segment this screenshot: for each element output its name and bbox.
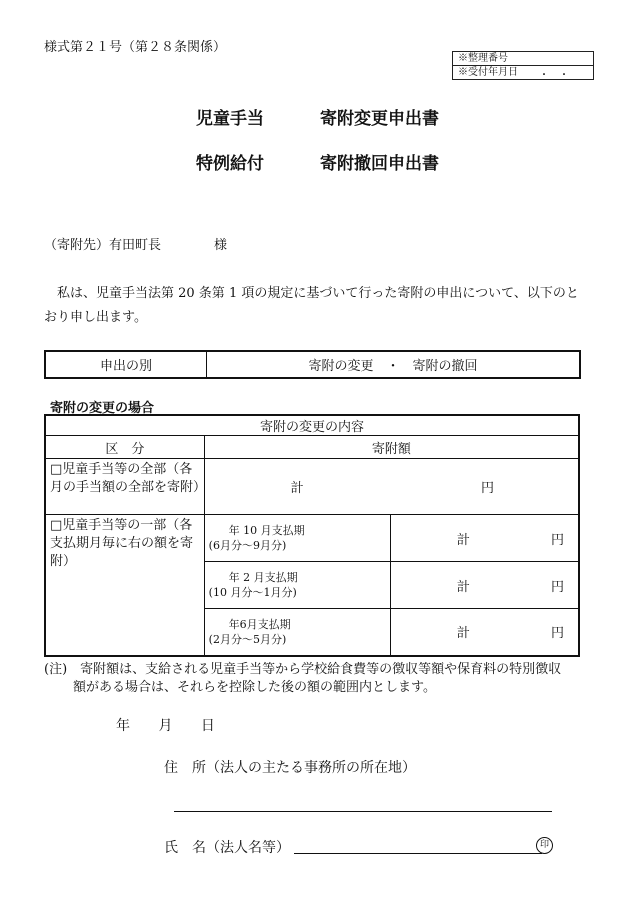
category-header: 区 分 (45, 436, 204, 459)
note-line-2: 額がある場合は、それらを控除した後の額の範囲内とします。 (73, 680, 436, 695)
body-text: 私は、児童手当法第 20 条第 1 項の規定に基づいて行った寄附の申出について、以下のとおり申し出ます。 (44, 286, 579, 325)
yen-label: 円 (550, 532, 564, 548)
title-donation-change: 寄附変更申出書 (320, 109, 439, 129)
note-line-1: (注) 寄附額は、支給される児童手当等から学校給食費等の徴収等額や保育料の特別徴収 (44, 662, 562, 677)
period-october: 年 10 月支払期 (6月分～9月分) (204, 515, 390, 562)
amount-header: 寄附額 (204, 436, 579, 459)
application-kind-box (44, 350, 581, 379)
seal-icon: 印 (536, 837, 553, 854)
period-june-amount-field[interactable] (390, 609, 579, 656)
application-kind-label: 申出の別 (46, 352, 207, 377)
ref-number-label: ※整理番号 (458, 53, 508, 64)
total-label: 計 (456, 579, 470, 595)
receipt-date-label: ※受付年月日 (453, 65, 593, 79)
period-october-amount-field[interactable] (390, 515, 579, 562)
yen-label: 円 (550, 579, 564, 595)
addressee: （寄附先）有田町長 (44, 238, 162, 253)
total-label: 計 (456, 626, 470, 642)
address-label: 住 所（法人の主たる事務所の所在地） (164, 760, 416, 776)
title-child-allowance: 児童手当 (196, 109, 264, 129)
application-kind-options[interactable]: 寄附の変更 ・ 寄附の撤回 (308, 359, 478, 374)
period-february-amount-field[interactable] (390, 562, 579, 609)
change-case-label: 寄附の変更の場合 (50, 401, 155, 416)
name-label: 氏 名（法人名等） (164, 840, 290, 856)
title-special-benefit: 特例給付 (196, 154, 264, 174)
name-input-line[interactable] (294, 853, 542, 854)
form-number: 様式第２１号（第２８条関係） (44, 40, 227, 55)
all-donation-checkbox-cell[interactable]: □児童手当等の全部（各月の手当額の全部を寄附） (45, 459, 204, 515)
yen-label: 円 (550, 626, 564, 642)
period-february: 年 2 月支払期 (10 月分～1月分) (204, 562, 390, 609)
total-label: 計 (290, 481, 304, 496)
period-june: 年6月支払期 (2月分～5月分) (204, 609, 390, 656)
yen-label: 円 (480, 481, 494, 496)
admin-box (452, 51, 594, 80)
addressee-suffix: 様 (214, 238, 228, 253)
address-input-line[interactable] (174, 811, 552, 812)
total-label: 計 (456, 532, 470, 548)
all-donation-amount-field[interactable] (204, 459, 579, 515)
date-line[interactable]: 年 月 日 (116, 718, 215, 734)
title-donation-withdrawal: 寄附撤回申出書 (320, 154, 439, 174)
partial-donation-checkbox-cell[interactable]: □児童手当等の一部（各支払期月毎に右の額を寄附） (45, 515, 204, 656)
receipt-date-dots: ・・ (539, 70, 579, 81)
donation-change-table (44, 414, 580, 657)
table-header: 寄附の変更の内容 (45, 415, 579, 436)
